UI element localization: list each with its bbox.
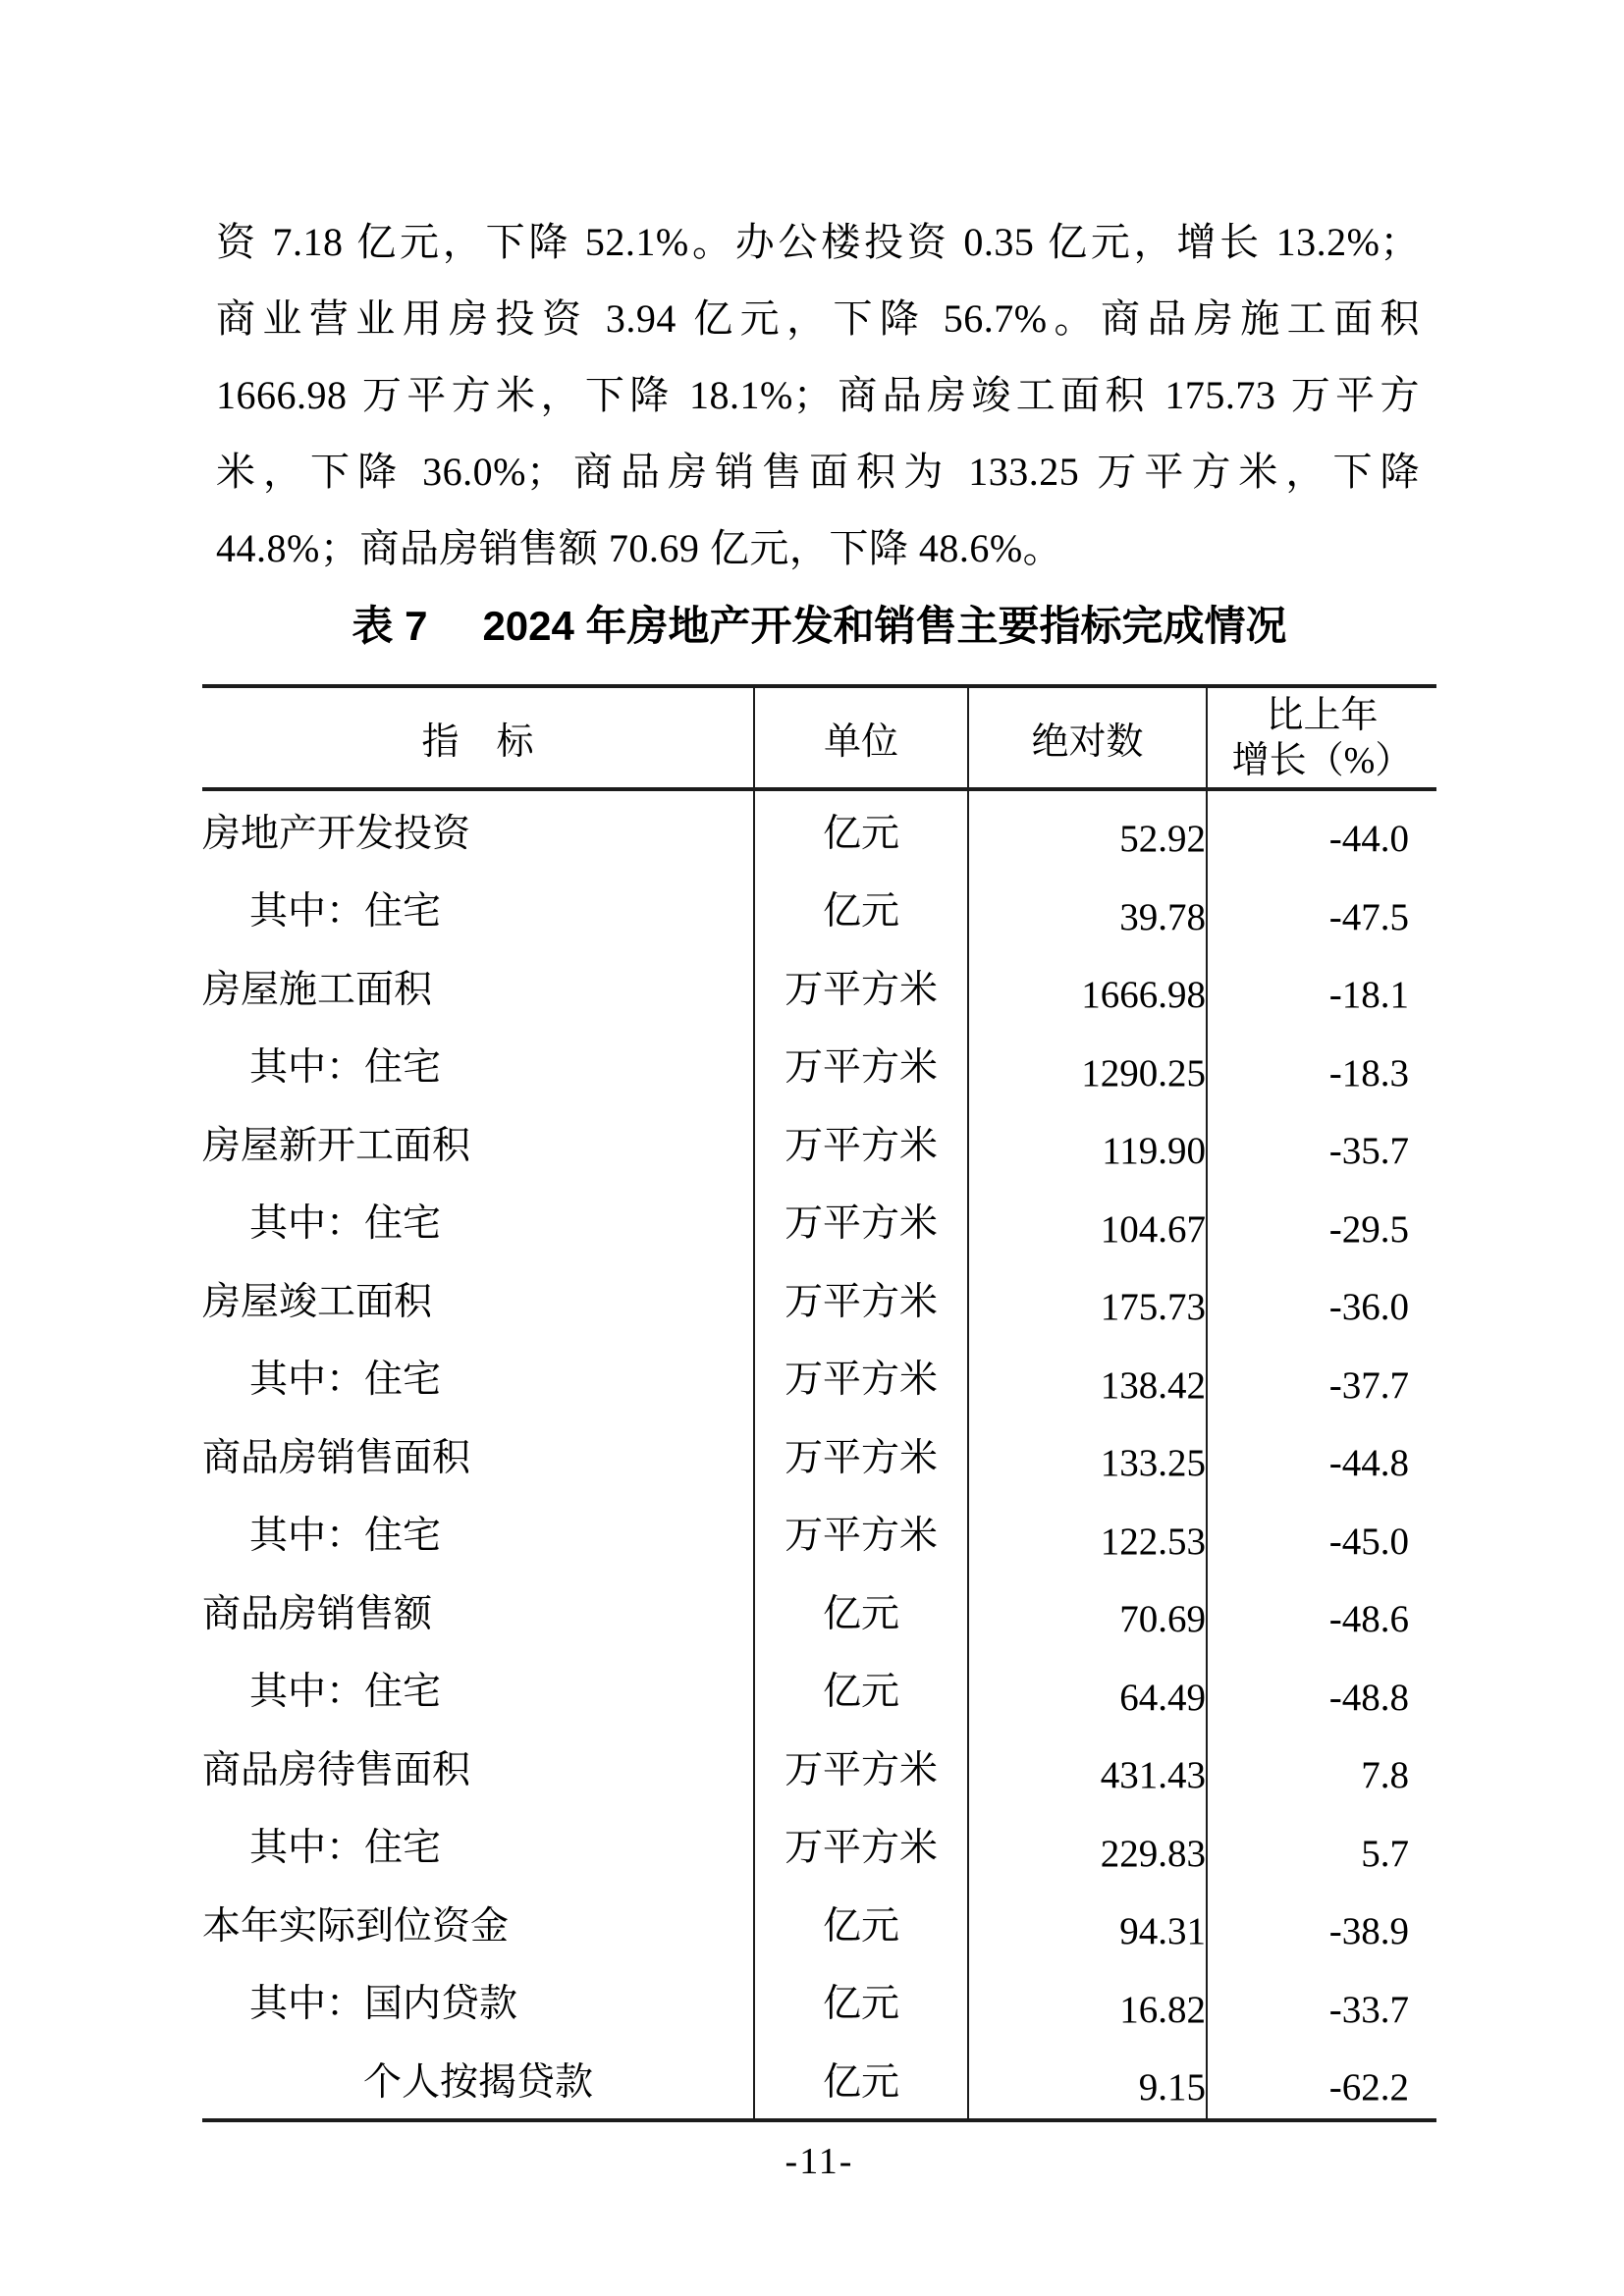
absolute-value-cell <box>968 789 1207 870</box>
indicator-label: 其中：住宅 <box>249 1827 442 1870</box>
unit-cell <box>754 1494 968 1573</box>
unit-cell <box>754 1884 968 1962</box>
col-header-growth-line2: 增长（%） <box>1231 739 1413 781</box>
absolute-value: 122.53 <box>1100 1520 1206 1563</box>
indicator-cell <box>202 1728 754 1806</box>
absolute-value: 70.69 <box>1119 1598 1206 1641</box>
indicator-cell <box>202 947 754 1026</box>
table-row <box>202 1650 1436 1729</box>
unit-cell <box>754 789 968 870</box>
growth-value: -48.6 <box>1328 1598 1409 1641</box>
col-header-absolute: 绝对数 <box>968 686 1207 789</box>
growth-value-cell <box>1207 789 1436 870</box>
table-header <box>202 686 1436 789</box>
indicator-label: 个人按揭贷款 <box>363 2060 594 2104</box>
indicator-cell <box>202 1026 754 1104</box>
growth-value-cell <box>1207 1806 1436 1885</box>
growth-value-cell <box>1207 1494 1436 1573</box>
absolute-value-cell <box>968 1650 1207 1729</box>
growth-value-cell <box>1207 870 1436 948</box>
indicator-cell <box>202 1103 754 1182</box>
paragraph-line: 商业营业用房投资 3.94 亿元，下降 56.7%。商品房施工面积 <box>216 296 1420 341</box>
growth-value-cell <box>1207 1728 1436 1806</box>
absolute-value-cell <box>968 1338 1207 1416</box>
unit-cell <box>754 1182 968 1260</box>
absolute-value-cell <box>968 1728 1207 1806</box>
growth-value: -33.7 <box>1328 1988 1409 2031</box>
col-header-growth <box>1207 686 1436 789</box>
growth-value: -44.0 <box>1328 818 1409 861</box>
growth-value: -36.0 <box>1328 1286 1409 1329</box>
table-row <box>202 1728 1436 1806</box>
absolute-value: 431.43 <box>1100 1754 1206 1797</box>
unit-cell <box>754 1338 968 1416</box>
unit-cell <box>754 1806 968 1885</box>
unit-label: 万平方米 <box>784 1827 938 1870</box>
unit-cell <box>754 1259 968 1338</box>
growth-value-cell <box>1207 1259 1436 1338</box>
col-header-indicator: 指 标 <box>202 686 754 789</box>
unit-cell <box>754 2040 968 2120</box>
table-caption <box>202 595 1436 658</box>
table-row <box>202 1884 1436 1962</box>
unit-label: 万平方米 <box>784 1202 938 1246</box>
statistics-table <box>202 684 1436 2122</box>
growth-value: -62.2 <box>1328 2066 1409 2109</box>
table-row <box>202 789 1436 870</box>
table-row <box>202 870 1436 948</box>
indicator-label: 本年实际到位资金 <box>202 1904 510 1948</box>
growth-value: -38.9 <box>1328 1910 1409 1953</box>
growth-value: -18.3 <box>1328 1051 1409 1095</box>
absolute-value-cell <box>968 947 1207 1026</box>
growth-value-cell <box>1207 1415 1436 1494</box>
indicator-label: 商品房待售面积 <box>202 1748 471 1791</box>
table-row <box>202 1494 1436 1573</box>
table-row <box>202 1806 1436 1885</box>
table-caption-title: 2024 年房地产开发和销售主要指标完成情况 <box>482 603 1287 649</box>
absolute-value-cell <box>968 1806 1207 1885</box>
table-row <box>202 1338 1436 1416</box>
unit-cell <box>754 1572 968 1650</box>
indicator-label: 商品房销售额 <box>202 1592 433 1635</box>
indicator-cell <box>202 1338 754 1416</box>
table-caption-label: 表 7 <box>352 603 428 649</box>
unit-label: 亿元 <box>822 890 899 934</box>
unit-label: 万平方米 <box>784 968 938 1011</box>
absolute-value-cell <box>968 870 1207 948</box>
body-paragraph <box>216 204 1420 587</box>
unit-label: 亿元 <box>822 812 899 855</box>
table-row <box>202 1572 1436 1650</box>
growth-value: 5.7 <box>1361 1832 1409 1875</box>
unit-cell <box>754 1103 968 1182</box>
indicator-cell <box>202 2040 754 2120</box>
growth-value: -18.1 <box>1328 974 1409 1017</box>
growth-value-cell <box>1207 1884 1436 1962</box>
absolute-value-cell <box>968 1103 1207 1182</box>
indicator-cell <box>202 1415 754 1494</box>
col-header-unit: 单位 <box>754 686 968 789</box>
indicator-cell <box>202 1884 754 1962</box>
indicator-cell <box>202 870 754 948</box>
unit-label: 万平方米 <box>784 1124 938 1167</box>
table-row <box>202 1259 1436 1338</box>
unit-label: 亿元 <box>822 1671 899 1714</box>
growth-value-cell <box>1207 947 1436 1026</box>
indicator-label: 房地产开发投资 <box>202 812 471 855</box>
unit-cell <box>754 1650 968 1729</box>
absolute-value-cell <box>968 1494 1207 1573</box>
growth-value: -29.5 <box>1328 1207 1409 1251</box>
indicator-label: 商品房销售面积 <box>202 1436 471 1479</box>
absolute-value: 138.42 <box>1100 1363 1206 1407</box>
table-row <box>202 1103 1436 1182</box>
unit-cell <box>754 870 968 948</box>
absolute-value: 104.67 <box>1100 1207 1206 1251</box>
absolute-value: 133.25 <box>1100 1442 1206 1485</box>
absolute-value: 1290.25 <box>1081 1051 1206 1095</box>
unit-cell <box>754 1962 968 2041</box>
growth-value: -35.7 <box>1328 1130 1409 1173</box>
absolute-value: 175.73 <box>1100 1286 1206 1329</box>
absolute-value: 52.92 <box>1119 818 1206 861</box>
indicator-cell <box>202 1182 754 1260</box>
growth-value: -48.8 <box>1328 1676 1409 1719</box>
absolute-value: 229.83 <box>1100 1832 1206 1875</box>
indicator-cell <box>202 1572 754 1650</box>
indicator-label: 其中：住宅 <box>249 1202 442 1246</box>
growth-value-cell <box>1207 1650 1436 1729</box>
indicator-label: 房屋竣工面积 <box>202 1280 433 1323</box>
unit-label: 万平方米 <box>784 1280 938 1323</box>
indicator-label: 其中：住宅 <box>249 1359 442 1402</box>
unit-label: 亿元 <box>822 1904 899 1948</box>
absolute-value: 119.90 <box>1102 1130 1206 1173</box>
table-row <box>202 947 1436 1026</box>
page-number: -11- <box>785 2141 854 2182</box>
indicator-label: 其中：住宅 <box>249 1046 442 1090</box>
indicator-label: 其中：国内贷款 <box>249 1983 518 2026</box>
indicator-cell <box>202 1494 754 1573</box>
growth-value-cell <box>1207 2040 1436 2120</box>
absolute-value: 64.49 <box>1119 1676 1206 1719</box>
unit-cell <box>754 1415 968 1494</box>
growth-value-cell <box>1207 1026 1436 1104</box>
indicator-label: 房屋施工面积 <box>202 968 433 1011</box>
indicator-cell <box>202 1259 754 1338</box>
growth-value: 7.8 <box>1361 1754 1409 1797</box>
indicator-cell <box>202 1650 754 1729</box>
absolute-value: 16.82 <box>1119 1988 1206 2031</box>
growth-value: -44.8 <box>1328 1442 1409 1485</box>
absolute-value-cell <box>968 1415 1207 1494</box>
table-row <box>202 1026 1436 1104</box>
table-row <box>202 1182 1436 1260</box>
growth-value-cell <box>1207 1338 1436 1416</box>
unit-cell <box>754 1026 968 1104</box>
indicator-label: 其中：住宅 <box>249 890 442 934</box>
unit-label: 万平方米 <box>784 1359 938 1402</box>
paragraph-line: 资 7.18 亿元，下降 52.1%。办公楼投资 0.35 亿元，增长 13.2%； <box>216 220 1420 264</box>
indicator-cell <box>202 1806 754 1885</box>
growth-value-cell <box>1207 1182 1436 1260</box>
unit-cell <box>754 947 968 1026</box>
growth-value-cell <box>1207 1572 1436 1650</box>
absolute-value-cell <box>968 1182 1207 1260</box>
indicator-label: 其中：住宅 <box>249 1671 442 1714</box>
indicator-cell <box>202 789 754 870</box>
absolute-value-cell <box>968 1884 1207 1962</box>
paragraph-line: 44.8%；商品房销售额 70.69 亿元，下降 48.6%。 <box>216 526 1063 570</box>
unit-label: 万平方米 <box>784 1515 938 1558</box>
table-row <box>202 1962 1436 2041</box>
absolute-value-cell <box>968 1026 1207 1104</box>
table-row <box>202 1415 1436 1494</box>
unit-label: 万平方米 <box>784 1046 938 1090</box>
paragraph-line: 1666.98 万平方米，下降 18.1%；商品房竣工面积 175.73 万平方 <box>216 373 1420 417</box>
absolute-value: 1666.98 <box>1081 974 1206 1017</box>
table-header-row <box>202 686 1436 789</box>
absolute-value: 39.78 <box>1119 895 1206 938</box>
indicator-label: 房屋新开工面积 <box>202 1124 471 1167</box>
absolute-value-cell <box>968 1962 1207 2041</box>
absolute-value-cell <box>968 1259 1207 1338</box>
indicator-cell <box>202 1962 754 2041</box>
growth-value: -47.5 <box>1328 895 1409 938</box>
growth-value-cell <box>1207 1962 1436 2041</box>
unit-label: 万平方米 <box>784 1436 938 1479</box>
growth-value-cell <box>1207 1103 1436 1182</box>
col-header-growth-line1: 比上年 <box>1266 694 1379 736</box>
indicator-label: 其中：住宅 <box>249 1515 442 1558</box>
growth-value: -37.7 <box>1328 1363 1409 1407</box>
table-body <box>202 789 1436 2120</box>
growth-value: -45.0 <box>1328 1520 1409 1563</box>
unit-label: 万平方米 <box>784 1748 938 1791</box>
unit-label: 亿元 <box>822 1983 899 2026</box>
unit-label: 亿元 <box>822 1592 899 1635</box>
unit-cell <box>754 1728 968 1806</box>
absolute-value: 94.31 <box>1119 1910 1206 1953</box>
table-row <box>202 2040 1436 2120</box>
absolute-value: 9.15 <box>1138 2066 1206 2109</box>
unit-label: 亿元 <box>822 2060 899 2104</box>
paragraph-line: 米，下降 36.0%；商品房销售面积为 133.25 万平方米，下降 <box>216 450 1420 494</box>
absolute-value-cell <box>968 1572 1207 1650</box>
absolute-value-cell <box>968 2040 1207 2120</box>
